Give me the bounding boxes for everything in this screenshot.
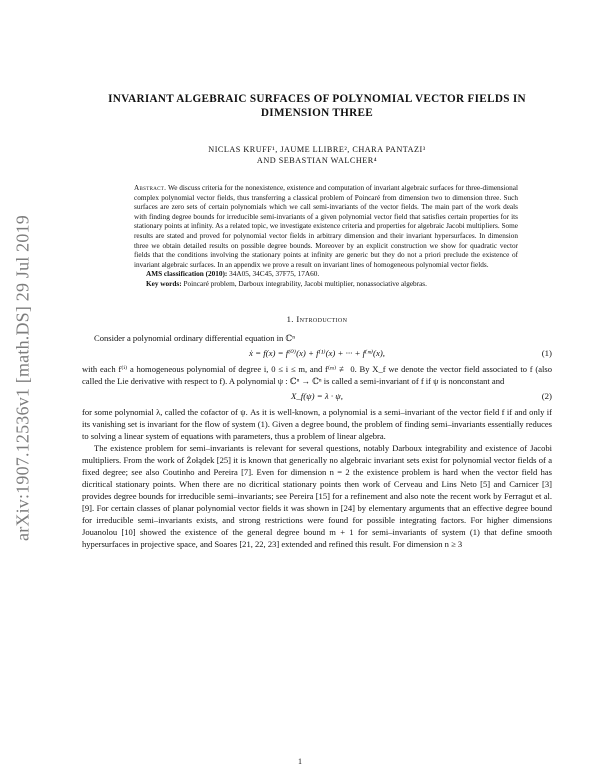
equation-2 xyxy=(82,389,552,404)
authors-line-1: NICLAS KRUFF¹, JAUME LLIBRE², CHARA PANTAZI³ xyxy=(208,145,426,154)
paper-title: INVARIANT ALGEBRAIC SURFACES OF POLYNOMIAL VECTOR FIELDS IN DIMENSION THREE xyxy=(108,93,526,119)
keywords-text: Poincaré problem, Darboux integrability, Jacobi multiplier, nonassociative algebras. xyxy=(183,279,427,288)
ams-codes: 34A05, 34C45, 37F75, 17A60. xyxy=(229,270,320,279)
classification-block xyxy=(134,270,518,289)
abstract-label: Abstract. xyxy=(134,184,167,192)
abstract xyxy=(134,184,518,270)
equation-1-body: ẋ = f(x) = f⁽⁰⁾(x) + f⁽¹⁾(x) + ··· + f⁽ᵐ⁾(x), xyxy=(249,347,385,358)
authors-line-2: AND SEBASTIAN WALCHER⁴ xyxy=(256,156,378,165)
paragraph-existence: The existence problem for semi–invariants is relevant for several questions, notably Darboux integrability and existence of Jacobi multipliers. From the work of Żołądek [25] it is known that generically no algebraic invariant sets exist for polynomial vector fields of a fixed degree; see also Coutinho and Pereira [7]. Even for dimension n = 2 the existence problem is hard when the vector field has dicritical stationary points. When there are no dicritical stationary points then work of Cerveau and Lins Neto [5] and Carnicer [3] provides degree bounds for irreducible semi–invariants; see Pereira [15] for a refinement and also note the recent work by Ferragut et al. [9]. For certain classes of planar polynomial vector fields it was shown in [24] by elementary arguments that an effective degree bound for irreducible semi–invariants exists, and strong restrictions were found for possible integrating factors. For higher dimensions Jouanolou [10] showed the existence of the general degree bound m + 1 for semi–invariants of system (1) that define smooth hypersurfaces in projective space, and Soares [21, 22, 23] extended and refined this result. For dimension n ≥ 3 xyxy=(82,442,552,549)
equation-2-number: (2) xyxy=(541,390,552,401)
equation-1-number: (1) xyxy=(541,347,552,358)
arxiv-sidebar-stamp xyxy=(8,178,38,578)
section-heading: 1. Introduction xyxy=(286,313,348,324)
paper-page xyxy=(82,92,552,550)
equation-2-body: X_f(ψ) = λ · ψ, xyxy=(291,390,343,401)
page-number: 1 xyxy=(298,757,302,766)
author-list xyxy=(82,144,552,166)
ams-classification xyxy=(134,270,518,280)
arxiv-identifier: arXiv:1907.12536v1 [math.DS] 29 Jul 2019 xyxy=(12,215,33,541)
ams-label: AMS classification (2010): xyxy=(146,270,228,279)
equation-1 xyxy=(82,346,552,361)
keywords-label: Key words: xyxy=(146,279,182,288)
intro-sentence: Consider a polynomial ordinary differential equation in ℂⁿ xyxy=(94,332,295,343)
paragraph-cofactor: for some polynomial λ, called the cofactor of ψ. As it is well-known, a polynomial is a semi–invariant of the vector field f if and only if its vanishing set is invariant for the flow of system (1). Given a degree bound, the problem of finding semi–invariants essentially reduces to solving a linear system of equations with parameters, thus a problem of linear algebra. xyxy=(82,406,552,441)
paragraph-definition: with each f⁽ⁱ⁾ a homogeneous polynomial of degree i, 0 ≤ i ≤ m, and f⁽ᵐ⁾ ≢ 0. By X_f we denote the vector field associated to f (also called the Lie derivative with respect to f). A polynomial ψ : ℂⁿ → ℂⁿ is called a semi-invariant of f if ψ is nonconstant and xyxy=(82,363,552,386)
keywords xyxy=(134,280,518,290)
abstract-text: We discuss criteria for the nonexistence, existence and computation of invariant algebraic surfaces for three-dimensional complex polynomial vector fields, thus transferring a classical problem of Poincaré from dimension two to dimension three. Such surfaces are zero sets of certain polynomials which we call semi-invariants of the vector fields. The main part of the work deals with finding degree bounds for irreducible semi-invariants of a given polynomial vector field that satisfies certain properties for its stationary points at infinity. As a related topic, we investigate existence criteria and properties for algebraic Jacobi multipliers. Some results are stated and proved for polynomial vector fields in arbitrary dimension and their invariant hypersurfaces. In dimension three we obtain detailed results on possible degree bounds. Moreover by an explicit construction we show for quadratic vector fields that the conditions involving the stationary points at infinity are generic but they do not a priori preclude the existence of invariant algebraic surfaces. In an appendix we prove a result on invariant lines of homogeneous polynomial vector fields. xyxy=(134,184,518,269)
